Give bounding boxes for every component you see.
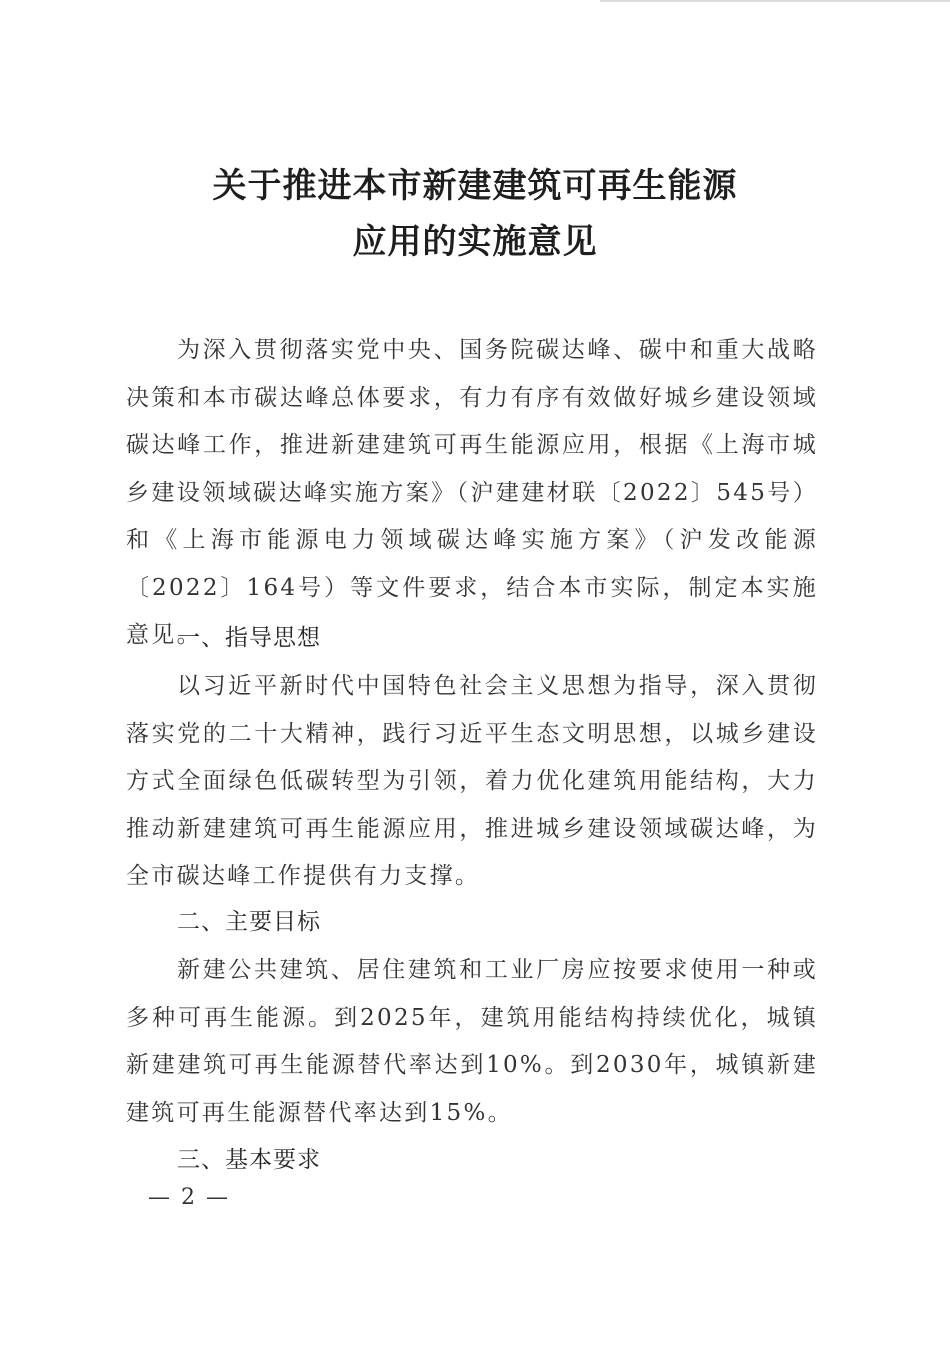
scan-top-edge <box>600 0 950 2</box>
section-paragraph-main-targets: 新建公共建筑、居住建筑和工业厂房应按要求使用一种或多种可再生能源。到2025年，建筑用能结构持续优化，城镇新建建筑可再生能源替代率达到10%。到2030年，城镇新建建筑可再生能源替代率达到15%。 <box>126 957 818 1126</box>
document-title-line-2: 应用的实施意见 <box>352 222 598 262</box>
page-number: — 2 — <box>148 1185 230 1210</box>
section-paragraph-guiding-ideology: 以习近平新时代中国特色社会主义思想为指导，深入贯彻落实党的二十大精神，践行习近平生态文明思想，以城乡建设方式全面绿色低碳转型为引领，着力优化建筑用能结构，大力推动新建建筑可再生能源应用，推进城乡建设领域碳达峰，为全市碳达峰工作提供有力支撑。 <box>126 673 818 889</box>
intro-paragraph: 为深入贯彻落实党中央、国务院碳达峰、碳中和重大战略决策和本市碳达峰总体要求，有力有序有效做好城乡建设领域碳达峰工作，推进新建建筑可再生能源应用，根据《上海市城乡建设领域碳达峰实施方案》（沪建建材联〔2022〕545号）和《上海市能源电力领域碳达峰实施方案》（沪发改能源〔2022〕164号）等文件要求，结合本市实际，制定本实施意见。 <box>126 337 818 648</box>
section-heading-main-targets: 二、主要目标 <box>177 909 321 935</box>
section-heading-guiding-ideology: 一、指导思想 <box>177 625 321 651</box>
document-title-line-1: 关于推进本市新建建筑可再生能源 <box>212 166 738 206</box>
section-heading-basic-requirements: 三、基本要求 <box>177 1147 321 1173</box>
